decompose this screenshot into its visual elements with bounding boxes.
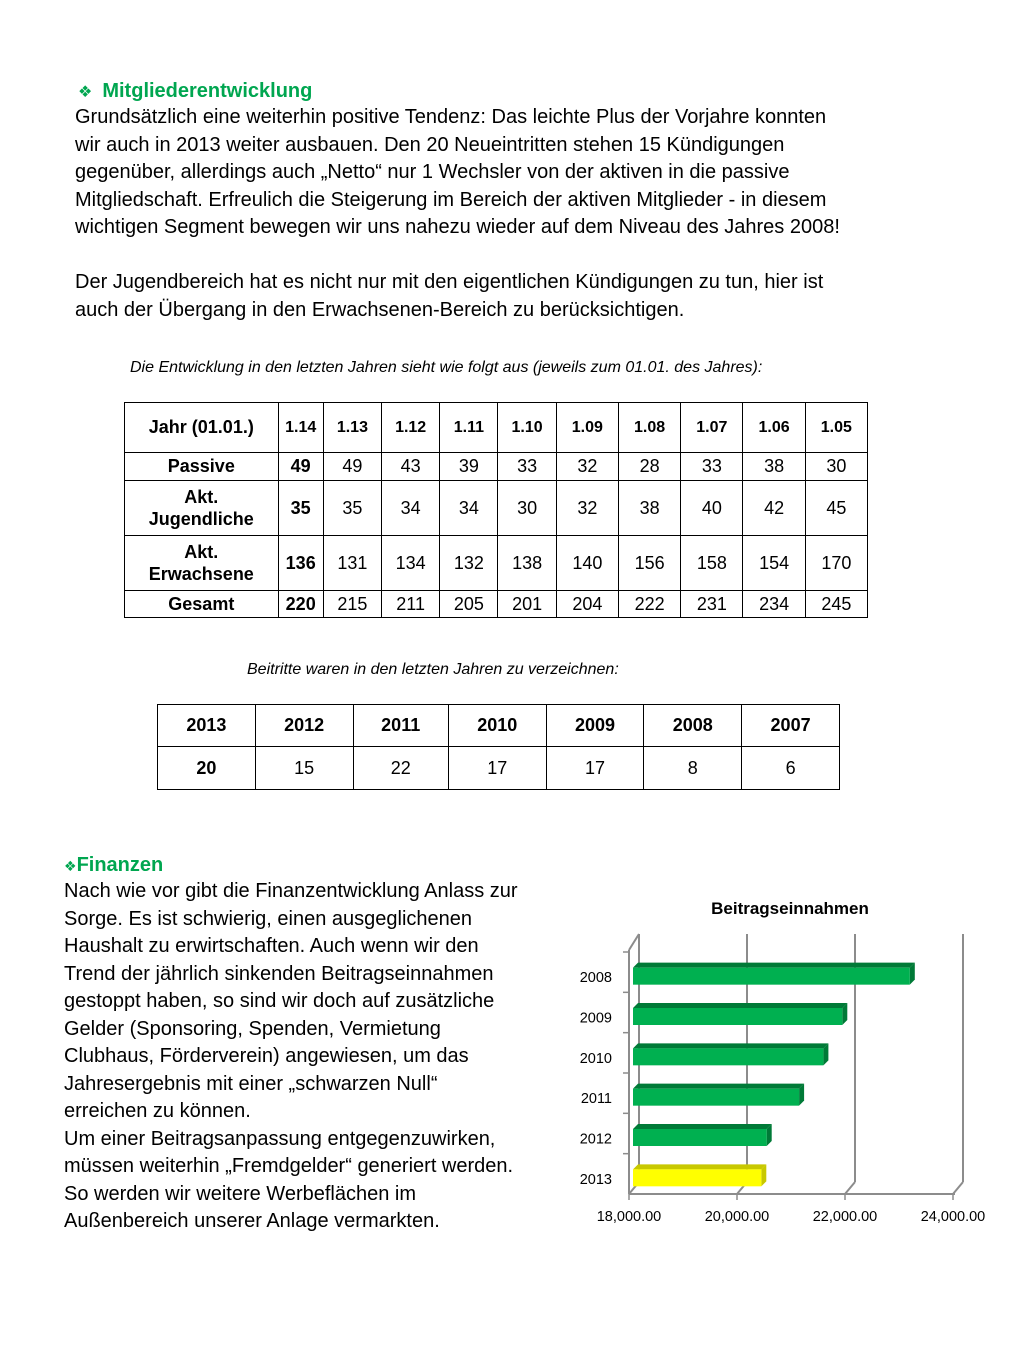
cell: 33 [681, 453, 743, 481]
x-tick-label: 18,000.00 [596, 1209, 662, 1225]
column-header: 1.05 [805, 403, 867, 453]
cell: 40 [681, 481, 743, 536]
year-header: 2011 [353, 705, 448, 747]
floor-line [953, 1182, 963, 1194]
cell: 215 [323, 591, 381, 618]
text-line: gegenüber, allerdings auch „Netto“ nur 1 Wechsler von der aktiven in die passive [75, 161, 790, 183]
diamond-bullet-icon: ❖ [78, 84, 93, 101]
text-line: Grundsätzlich eine weiterhin positive Tendenz: Das leichte Plus der Vorjahre konnten [75, 106, 827, 128]
y-tick-label: 2012 [579, 1131, 612, 1148]
members-table-header-row [125, 403, 868, 453]
cell: 33 [498, 453, 556, 481]
cell: 49 [278, 453, 323, 481]
cell: 136 [278, 536, 323, 591]
text-line: Der Jugendbereich hat es nicht nur mit den eigentlichen Kündigungen zu tun, hier ist [75, 271, 824, 293]
bar-2009 [633, 1008, 842, 1025]
cell: 28 [618, 453, 680, 481]
cell: 138 [498, 536, 556, 591]
bar-top-face [633, 1164, 766, 1169]
text-line: gestoppt haben, so sind wir doch auf zusätzliche [64, 990, 495, 1012]
text-line: Haushalt zu erwirtschaften. Auch wenn wir den [64, 935, 479, 957]
finance-heading-text: Finanzen [76, 854, 164, 876]
cell: 156 [618, 536, 680, 591]
year-header: 2013 [158, 705, 256, 747]
row-label-line: Akt. [184, 487, 219, 507]
cell: 35 [323, 481, 381, 536]
cell: 170 [805, 536, 867, 591]
text-line: wichtigen Segment bewegen wir uns nahezu wieder auf dem Niveau des Jahres 2008! [75, 216, 840, 238]
text-line: Außenbereich unserer Anlage vermarkten. [64, 1210, 440, 1232]
bar-top-face [633, 1043, 828, 1048]
row-label [125, 536, 279, 591]
cell: 131 [323, 536, 381, 591]
bar-2008 [633, 968, 910, 985]
cell: 34 [440, 481, 498, 536]
text-line: müssen weiterhin „Fremdgelder“ generiert werden. [64, 1155, 514, 1177]
column-header: 1.08 [618, 403, 680, 453]
column-header: 1.09 [556, 403, 618, 453]
year-header: 2012 [255, 705, 353, 747]
floor-line [845, 1182, 855, 1194]
column-header: 1.07 [681, 403, 743, 453]
cell: 49 [323, 453, 381, 481]
row-label [125, 481, 279, 536]
row-label-line: Erwachsene [148, 564, 254, 584]
y-axis-depth [629, 934, 639, 950]
year-header: 2008 [644, 705, 742, 747]
cell: 201 [498, 591, 556, 618]
diamond-bullet-icon: ❖ [64, 858, 77, 874]
cell: 204 [556, 591, 618, 618]
bar-2012 [633, 1129, 767, 1146]
row-label-line: Jugendliche [148, 509, 254, 529]
cell: 234 [743, 591, 805, 618]
cell: 32 [556, 453, 618, 481]
cell: 231 [681, 591, 743, 618]
cell: 30 [498, 481, 556, 536]
y-tick-label: 2009 [579, 1010, 612, 1027]
joins-value-row [158, 747, 840, 790]
cell: 35 [278, 481, 323, 536]
members-paragraph-2 [75, 269, 975, 324]
y-tick-label: 2011 [580, 1091, 612, 1108]
text-line: Um einer Beitragsanpassung entgegenzuwirken, [64, 1127, 496, 1150]
text-line: So werden wir weitere Werbeflächen im [64, 1182, 417, 1205]
text-line: Sorge. Es ist schwierig, einen ausgeglichenen [64, 907, 473, 930]
joins-header-row [158, 705, 840, 747]
cell: 132 [440, 536, 498, 591]
table-row-total [125, 591, 868, 618]
cell: 211 [382, 591, 440, 618]
column-header: 1.10 [498, 403, 556, 453]
chart-title: Beitragseinnahmen [711, 899, 869, 918]
cell: 140 [556, 536, 618, 591]
cell: 222 [618, 591, 680, 618]
x-tick-label: 22,000.00 [812, 1209, 878, 1225]
joins-table [157, 704, 840, 790]
bar-2010 [633, 1048, 823, 1065]
year-header: 2007 [742, 705, 840, 747]
cell: 245 [805, 591, 867, 618]
row-label: Passive [125, 453, 279, 481]
cell: 220 [278, 591, 323, 618]
finance-heading [64, 854, 163, 877]
members-table [124, 402, 868, 618]
cell: 20 [158, 747, 256, 790]
x-tick-label: 20,000.00 [704, 1209, 770, 1225]
table-row-passive [125, 453, 868, 481]
column-header: 1.11 [440, 403, 498, 453]
contribution-income-chart [560, 890, 1020, 1240]
bar-top-face [633, 963, 915, 968]
column-header: 1.06 [743, 403, 805, 453]
bar-chart-svg [560, 890, 1020, 1240]
header-label: Jahr (01.01.) [125, 403, 279, 453]
cell: 17 [546, 747, 644, 790]
cell: 43 [382, 453, 440, 481]
joins-table-caption: Beitritte waren in den letzten Jahren zu verzeichnen: [247, 661, 619, 678]
year-header: 2009 [546, 705, 644, 747]
bar-top-face [633, 1003, 847, 1008]
table-row-youth [125, 481, 868, 536]
text-line: erreichen zu können. [64, 1100, 251, 1122]
year-header: 2010 [448, 705, 546, 747]
column-header: 1.13 [323, 403, 381, 453]
text-line: Nach wie vor gibt die Finanzentwicklung Anlass zur [64, 880, 518, 902]
table-row-adults [125, 536, 868, 591]
finance-paragraph [64, 878, 584, 1236]
text-line: auch der Übergang in den Erwachsenen-Bereich zu berücksichtigen. [75, 298, 685, 321]
y-tick-label: 2010 [579, 1050, 612, 1067]
cell: 134 [382, 536, 440, 591]
members-heading-text: Mitgliederentwicklung [102, 80, 313, 102]
text-line: Mitgliedschaft. Erfreulich die Steigerung im Bereich der aktiven Mitglieder - in diesem [75, 188, 827, 211]
column-header: 1.12 [382, 403, 440, 453]
text-line: Jahresergebnis mit einer „schwarzen Null“ [64, 1072, 438, 1095]
column-header: 1.14 [278, 403, 323, 453]
x-tick-label: 24,000.00 [920, 1209, 986, 1225]
cell: 6 [742, 747, 840, 790]
cell: 30 [805, 453, 867, 481]
cell: 38 [743, 453, 805, 481]
members-heading [78, 80, 312, 103]
cell: 39 [440, 453, 498, 481]
row-label-line: Akt. [184, 542, 219, 562]
members-paragraph-1 [75, 104, 975, 242]
bar-2013 [633, 1169, 761, 1186]
bar-top-face [633, 1124, 772, 1129]
row-label: Gesamt [125, 591, 279, 618]
cell: 17 [448, 747, 546, 790]
bar-top-face [633, 1084, 804, 1089]
text-line: Clubhaus, Förderverein) angewiesen, um das [64, 1045, 469, 1067]
text-line: Trend der jährlich sinkenden Beitragseinnahmen [64, 962, 494, 985]
cell: 154 [743, 536, 805, 591]
cell: 22 [353, 747, 448, 790]
text-line: Gelder (Sponsoring, Spenden, Vermietung [64, 1017, 441, 1040]
y-tick-label: 2013 [579, 1171, 612, 1188]
members-table-caption: Die Entwicklung in den letzten Jahren sieht wie folgt aus (jeweils zum 01.01. des Jahres): [130, 359, 763, 376]
cell: 34 [382, 481, 440, 536]
cell: 8 [644, 747, 742, 790]
y-tick-label: 2008 [579, 970, 612, 987]
cell: 38 [618, 481, 680, 536]
bar-2011 [633, 1089, 799, 1106]
text-line: wir auch in 2013 weiter ausbauen. Den 20 Neueintritten stehen 15 Kündigungen [75, 133, 785, 156]
cell: 42 [743, 481, 805, 536]
cell: 15 [255, 747, 353, 790]
cell: 45 [805, 481, 867, 536]
cell: 32 [556, 481, 618, 536]
cell: 158 [681, 536, 743, 591]
cell: 205 [440, 591, 498, 618]
